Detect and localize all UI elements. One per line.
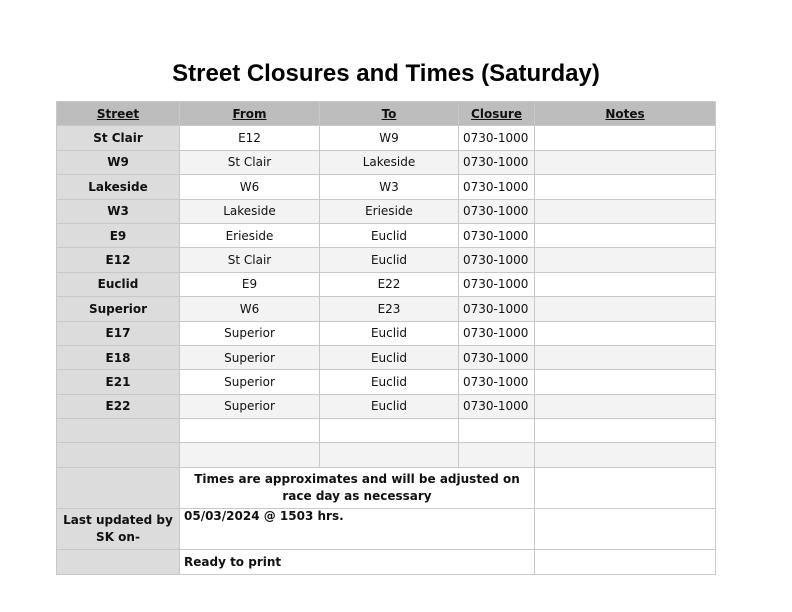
from-cell[interactable]: Erieside xyxy=(180,223,320,247)
table-row xyxy=(57,321,716,345)
to-cell[interactable] xyxy=(320,419,459,443)
to-cell[interactable]: E23 xyxy=(320,297,459,321)
footer-note-row xyxy=(57,467,716,508)
closure-cell[interactable]: 0730-1000 xyxy=(459,297,535,321)
page-title: Street Closures and Times (Saturday) xyxy=(172,60,600,87)
table-row xyxy=(57,443,716,467)
table-row xyxy=(57,126,716,150)
closure-cell[interactable]: 0730-1000 xyxy=(459,150,535,174)
footer-note[interactable]: Times are approximates and will be adjusted on race day as necessary xyxy=(180,467,535,508)
column-header-notes[interactable]: Notes xyxy=(535,102,716,126)
closure-cell[interactable]: 0730-1000 xyxy=(459,199,535,223)
closure-cell[interactable]: 0730-1000 xyxy=(459,223,535,247)
footer-notes-cell[interactable] xyxy=(535,467,716,508)
table-row xyxy=(57,370,716,394)
street-cell[interactable]: W9 xyxy=(57,150,180,174)
closure-cell[interactable]: 0730-1000 xyxy=(459,248,535,272)
from-cell[interactable]: W6 xyxy=(180,175,320,199)
status-text[interactable]: Ready to print xyxy=(180,549,535,574)
notes-cell[interactable] xyxy=(535,175,716,199)
table-row xyxy=(57,175,716,199)
from-cell[interactable]: W6 xyxy=(180,297,320,321)
to-cell[interactable]: W9 xyxy=(320,126,459,150)
from-cell[interactable]: Lakeside xyxy=(180,199,320,223)
from-cell[interactable]: E9 xyxy=(180,272,320,296)
street-cell[interactable] xyxy=(57,443,180,467)
from-cell[interactable]: St Clair xyxy=(180,248,320,272)
footer-blank-cell[interactable] xyxy=(57,467,180,508)
street-cell[interactable]: E21 xyxy=(57,370,180,394)
from-cell[interactable]: E12 xyxy=(180,126,320,150)
footer-notes-cell[interactable] xyxy=(535,549,716,574)
column-header-from[interactable]: From xyxy=(180,102,320,126)
to-cell[interactable]: E22 xyxy=(320,272,459,296)
closure-cell[interactable]: 0730-1000 xyxy=(459,126,535,150)
notes-cell[interactable] xyxy=(535,321,716,345)
street-cell[interactable]: E9 xyxy=(57,223,180,247)
street-cell[interactable] xyxy=(57,419,180,443)
closure-cell[interactable]: 0730-1000 xyxy=(459,345,535,369)
from-cell[interactable] xyxy=(180,419,320,443)
footer-updated-row xyxy=(57,508,716,549)
street-cell[interactable]: E17 xyxy=(57,321,180,345)
closure-cell[interactable] xyxy=(459,443,535,467)
notes-cell[interactable] xyxy=(535,248,716,272)
column-header-to[interactable]: To xyxy=(320,102,459,126)
table-row xyxy=(57,223,716,247)
closure-cell[interactable] xyxy=(459,419,535,443)
to-cell[interactable]: Erieside xyxy=(320,199,459,223)
street-cell[interactable]: St Clair xyxy=(57,126,180,150)
closure-cell[interactable]: 0730-1000 xyxy=(459,394,535,418)
closure-cell[interactable]: 0730-1000 xyxy=(459,370,535,394)
from-cell[interactable]: Superior xyxy=(180,394,320,418)
header-row xyxy=(57,102,716,126)
to-cell[interactable]: Lakeside xyxy=(320,150,459,174)
from-cell[interactable]: St Clair xyxy=(180,150,320,174)
footer-notes-cell[interactable] xyxy=(535,508,716,549)
notes-cell[interactable] xyxy=(535,394,716,418)
from-cell[interactable]: Superior xyxy=(180,370,320,394)
from-cell[interactable]: Superior xyxy=(180,345,320,369)
from-cell[interactable] xyxy=(180,443,320,467)
notes-cell[interactable] xyxy=(535,419,716,443)
column-header-closure[interactable]: Closure xyxy=(459,102,535,126)
street-cell[interactable]: E12 xyxy=(57,248,180,272)
notes-cell[interactable] xyxy=(535,297,716,321)
street-cell[interactable]: Superior xyxy=(57,297,180,321)
column-header-street[interactable]: Street xyxy=(57,102,180,126)
table-row xyxy=(57,248,716,272)
street-cell[interactable]: W3 xyxy=(57,199,180,223)
closures-table xyxy=(56,101,716,575)
notes-cell[interactable] xyxy=(535,150,716,174)
to-cell[interactable]: Euclid xyxy=(320,223,459,247)
closure-cell[interactable]: 0730-1000 xyxy=(459,321,535,345)
notes-cell[interactable] xyxy=(535,370,716,394)
table-row xyxy=(57,272,716,296)
notes-cell[interactable] xyxy=(535,199,716,223)
street-cell[interactable]: Euclid xyxy=(57,272,180,296)
updated-label[interactable]: Last updated by SK on- xyxy=(57,508,180,549)
notes-cell[interactable] xyxy=(535,443,716,467)
to-cell[interactable]: Euclid xyxy=(320,370,459,394)
table-row xyxy=(57,394,716,418)
from-cell[interactable]: Superior xyxy=(180,321,320,345)
notes-cell[interactable] xyxy=(535,223,716,247)
to-cell[interactable]: Euclid xyxy=(320,321,459,345)
to-cell[interactable] xyxy=(320,443,459,467)
footer-blank-cell[interactable] xyxy=(57,549,180,574)
to-cell[interactable]: Euclid xyxy=(320,394,459,418)
table-row xyxy=(57,345,716,369)
street-cell[interactable]: E18 xyxy=(57,345,180,369)
notes-cell[interactable] xyxy=(535,345,716,369)
street-cell[interactable]: Lakeside xyxy=(57,175,180,199)
table-row xyxy=(57,199,716,223)
table-row xyxy=(57,150,716,174)
street-cell[interactable]: E22 xyxy=(57,394,180,418)
to-cell[interactable]: Euclid xyxy=(320,345,459,369)
table-row xyxy=(57,419,716,443)
to-cell[interactable]: Euclid xyxy=(320,248,459,272)
closure-cell[interactable]: 0730-1000 xyxy=(459,175,535,199)
closure-cell[interactable]: 0730-1000 xyxy=(459,272,535,296)
notes-cell[interactable] xyxy=(535,272,716,296)
to-cell[interactable]: W3 xyxy=(320,175,459,199)
notes-cell[interactable] xyxy=(535,126,716,150)
footer-status-row xyxy=(57,549,716,574)
table-row xyxy=(57,297,716,321)
updated-value[interactable]: 05/03/2024 @ 1503 hrs. xyxy=(180,508,535,549)
